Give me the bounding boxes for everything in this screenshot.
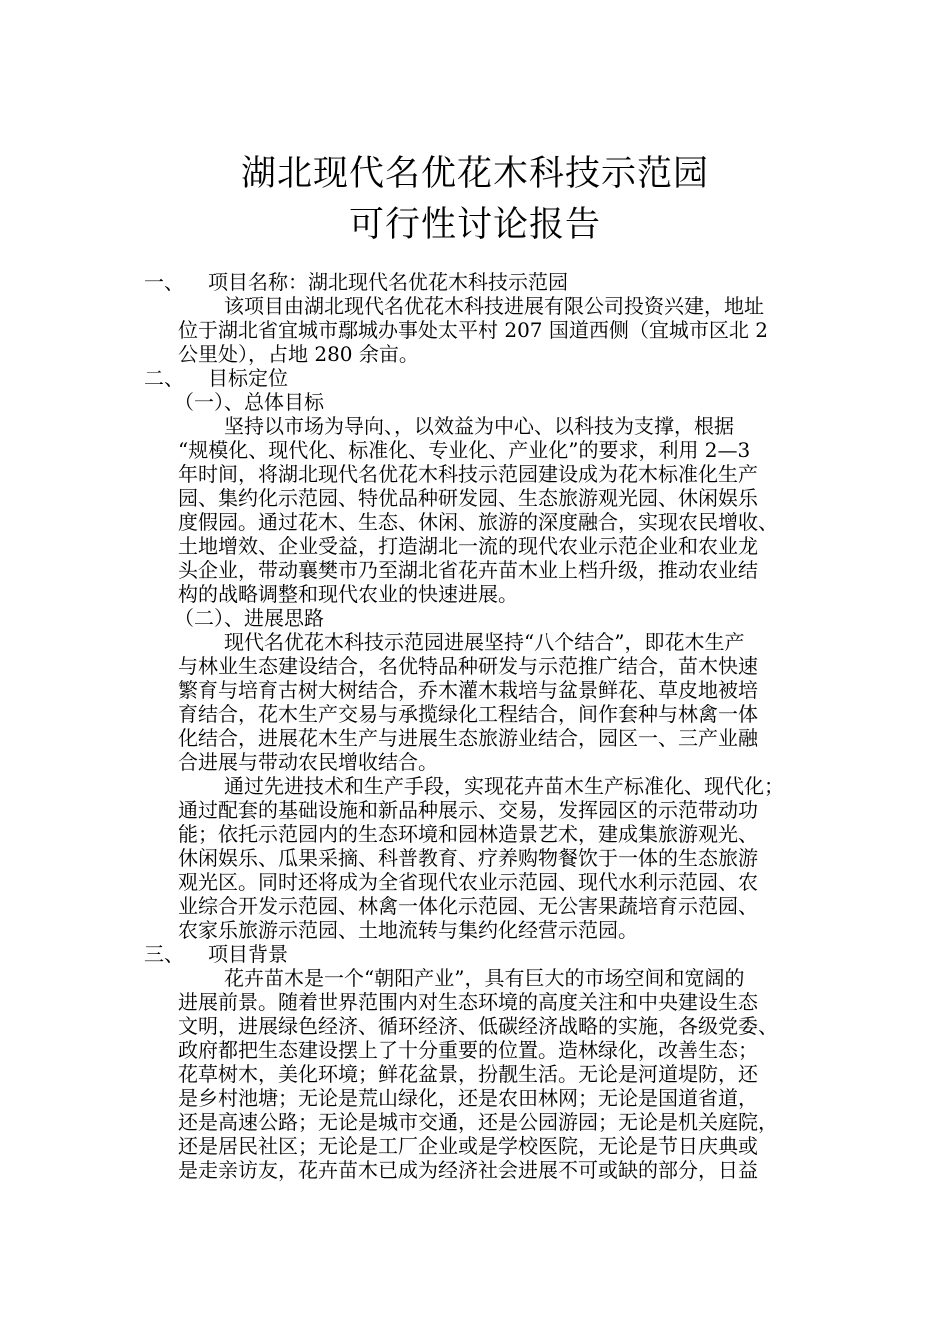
text-line: 观光区。同时还将成为全省现代农业示范园、现代水利示范园、农 [178, 870, 758, 894]
text-line: 休闲娱乐、瓜果采摘、科普教育、疗养购物餐饮于一体的生态旅游 [178, 846, 758, 870]
text-line: “规模化、现代化、标准化、专业化、产业化”的要求，利用 2—3 [178, 438, 751, 462]
section-label: 目标定位 [208, 366, 288, 390]
text-line: 土地增效、企业受益，打造湖北一流的现代农业示范企业和农业龙 [178, 534, 758, 558]
text-line: 政府都把生态建设摆上了十分重要的位置。造林绿化，改善生态； [178, 1038, 758, 1062]
text-line: 通过先进技术和生产手段，实现花卉苗木生产标准化、现代化； [224, 774, 784, 798]
text-line: 公里处），占地 280 余亩。 [178, 342, 419, 366]
text-line: 是走亲访友，花卉苗木已成为经济社会进展不可或缺的部分，日益 [178, 1158, 758, 1182]
section-label: 项目背景 [208, 942, 288, 966]
section-number: 二、 [144, 366, 184, 390]
document-title-line1: 湖北现代名优花木科技示范园 [240, 154, 709, 194]
paragraph [144, 774, 844, 942]
text-line: 园、集约化示范园、特优品种研发园、生态旅游观光园、休闲娱乐 [178, 486, 758, 510]
paragraph [144, 414, 844, 606]
document-body [144, 270, 844, 1182]
text-line: 坚持以市场为导向、，以效益为中心、以科技为支撑，根据 [224, 414, 734, 438]
section-heading-2 [144, 366, 844, 390]
text-line: 还是居民社区；无论是工厂企业或是学校医院，无论是节日庆典或 [178, 1134, 758, 1158]
subsection-heading-2: （二）、进展思路 [174, 606, 324, 630]
text-line: 通过配套的基础设施和新品种展示、交易，发挥园区的示范带动功 [178, 798, 758, 822]
project-name: 湖北现代名优花木科技示范园 [308, 270, 568, 294]
text-line: 位于湖北省宜城市鄢城办事处太平村 207 国道西侧（宜城市区北 2 [178, 318, 768, 342]
paragraph [144, 630, 844, 774]
text-line: 业综合开发示范园、林禽一体化示范园、无公害果蔬培育示范园、 [178, 894, 758, 918]
text-line: 能；依托示范园内的生态环境和园林造景艺术，建成集旅游观光、 [178, 822, 758, 846]
text-line: 该项目由湖北现代名优花木科技进展有限公司投资兴建，地址 [224, 294, 764, 318]
section-heading-3 [144, 942, 844, 966]
text-line: 合进展与带动农民增收结合。 [178, 750, 438, 774]
text-line: 花草树木，美化环境；鲜花盆景，扮靓生活。无论是河道堤防，还 [178, 1062, 758, 1086]
paragraph [144, 294, 844, 366]
section-number: 三、 [144, 942, 184, 966]
text-line: 文明，进展绿色经济、循环经济、低碳经济战略的实施，各级党委、 [178, 1014, 778, 1038]
text-line: 构的战略调整和现代农业的快速进展。 [178, 582, 518, 606]
subsection-heading-1: （一）、总体目标 [174, 390, 324, 414]
text-line: 头企业，带动襄樊市乃至湖北省花卉苗木业上档升级，推动农业结 [178, 558, 758, 582]
text-line: 育结合，花木生产交易与承揽绿化工程结合，间作套种与林禽一体 [178, 702, 758, 726]
text-line: 化结合，进展花木生产与进展生态旅游业结合，园区一、三产业融 [178, 726, 758, 750]
text-line: 是乡村池塘；无论是荒山绿化，还是农田林网；无论是国道省道， [178, 1086, 758, 1110]
text-line: 花卉苗木是一个“朝阳产业”，具有巨大的市场空间和宽阔的 [224, 966, 745, 990]
text-line: 农家乐旅游示范园、土地流转与集约化经营示范园。 [178, 918, 638, 942]
paragraph [144, 966, 844, 1182]
text-line: 进展前景。随着世界范围内对生态环境的高度关注和中央建设生态 [178, 990, 758, 1014]
section-heading-1 [144, 270, 844, 294]
section-label: 项目名称： [208, 270, 308, 294]
text-line: 现代名优花木科技示范园进展坚持“八个结合”，即花木生产 [224, 630, 745, 654]
document-title-line2: 可行性讨论报告 [348, 205, 601, 245]
text-line: 年时间，将湖北现代名优花木科技示范园建设成为花木标准化生产 [178, 462, 758, 486]
text-line: 还是高速公路；无论是城市交通，还是公园游园；无论是机关庭院， [178, 1110, 778, 1134]
text-line: 繁育与培育古树大树结合，乔木灌木栽培与盆景鲜花、草皮地被培 [178, 678, 758, 702]
text-line: 度假园。通过花木、生态、休闲、旅游的深度融合，实现农民增收、 [178, 510, 778, 534]
section-number: 一、 [144, 270, 184, 294]
text-line: 与林业生态建设结合，名优特品种研发与示范推广结合，苗木快速 [178, 654, 758, 678]
